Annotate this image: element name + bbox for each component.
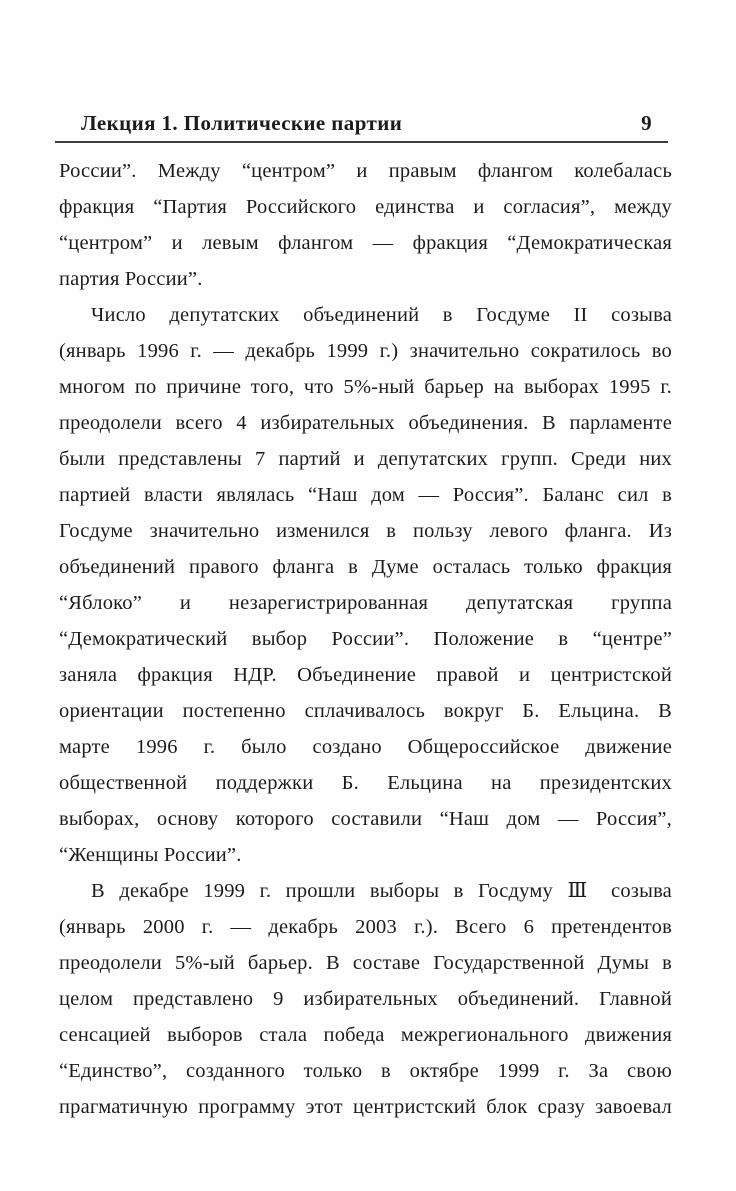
header-rule [55,141,668,143]
text-line: “центром” и левым флангом — фракция “Демократическая [59,232,672,254]
text-line: “Единство”, созданного только в октябре 1999 г. За свою [59,1060,672,1082]
text-line: преодолели 5%-ый барьер. В составе Государственной Думы в [59,952,672,974]
text-line: (январь 2000 г. — декабрь 2003 г.). Всего 6 претендентов [59,916,672,938]
text-line: Число депутатских объединений в Госдуме II созыва [91,304,672,326]
text-line: заняла фракция НДР. Объединение правой и центристской [59,664,672,686]
page-header [57,110,668,136]
page-number: 9 [641,111,652,135]
text-line: общественной поддержки Б. Ельцина на президентских [59,772,672,794]
text-line: многом по причине того, что 5%-ный барьер на выборах 1995 г. [59,376,672,398]
text-line: партией власти являлась “Наш дом — Россия”. Баланс сил в [59,484,672,506]
text-line: “Женщины России”. [59,844,242,866]
text-line: выборах, основу которого составили “Наш дом — Россия”, [59,808,672,830]
text-line: ориентации постепенно сплачивалось вокруг Б. Ельцина. В [59,700,672,722]
text-line: Госдуме значительно изменился в пользу левого фланга. Из [59,520,672,542]
chapter-title: Лекция 1. Политические партии [81,111,403,135]
text-line: фракция “Партия Российского единства и согласия”, между [59,196,672,218]
text-line: партия России”. [59,268,203,290]
text-line: (январь 1996 г. — декабрь 1999 г.) значительно сократилось во [59,340,672,362]
text-line: марте 1996 г. было создано Общероссийское движение [59,736,672,758]
text-line: “Демократический выбор России”. Положение в “центре” [59,628,672,650]
text-line: России”. Между “центром” и правым флангом колебалась [59,160,672,182]
text-line: целом представлено 9 избирательных объединений. Главной [59,988,672,1010]
text-line: объединений правого фланга в Думе осталась только фракция [59,556,672,578]
text-line: “Яблоко” и незарегистрированная депутатская группа [59,592,672,614]
text-line: прагматичную программу этот центристский блок сразу завоевал [59,1096,672,1118]
text-line: сенсацией выборов стала победа межрегионального движения [59,1024,672,1046]
text-line: преодолели всего 4 избирательных объединения. В парламенте [59,412,672,434]
page-body [59,153,672,1125]
text-line: были представлены 7 партий и депутатских групп. Среди них [59,448,672,470]
text-line: В декабре 1999 г. прошли выборы в Госдуму Ⅲ созыва [91,880,672,902]
